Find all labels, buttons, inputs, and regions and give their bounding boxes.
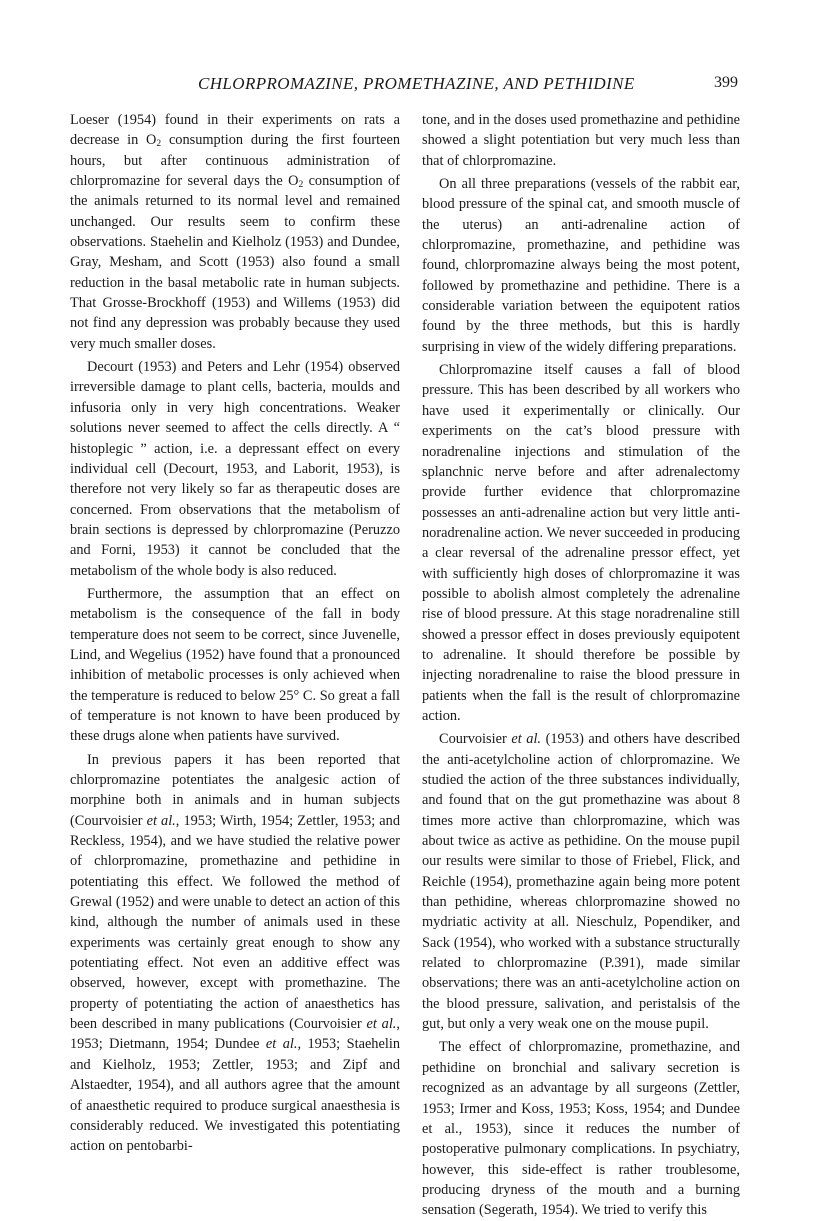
- page-number: 399: [714, 74, 738, 91]
- running-title: CHLORPROMAZINE, PROMETHAZINE, AND PETHIDINE: [198, 74, 635, 93]
- paragraph: tone, and in the doses used promethazine and pethidine showed a slight potentiation but very much less than that of chlorpromazine.: [422, 112, 740, 169]
- paragraph: In previous papers it has been reported that chlorpromazine potentiates the analgesic action of morphine both in animals and in human subjects (Courvoisier et al., 1953; Wirth, 1954; Zettler, 1953; and Reckless, 1954), and we have studied the relative power of chlorpromazine, promethazine and pethidine in potentiating this effect. We followed the method of Grewal (1952) and were unable to detect an action of this kind, although the number of animals used in these experiments was certainly great enough to show any potentiating effect. Not even an additive effect was observed, however, except with promethazine. The property of potentiating the action of anaesthetics has been described in many publications (Courvoisier et al., 1953; Dietmann, 1954; Dundee et al., 1953; Staehelin and Kielholz, 1953; Zettler, 1953; and Zipf and Alstaedter, 1954), and all authors agree that the amount of anaesthetic required to produce surgical anaesthesia is considerably reduced. We investigated this potentiating action on pentobarbi-: [70, 751, 401, 1155]
- right-column: [422, 110, 740, 1221]
- paragraph: The effect of chlorpromazine, promethazine, and pethidine on bronchial and salivary secretion is recognized as an advantage by all surgeons (Zettler, 1953; Irmer and Koss, 1953; Koss, 1954; and Dundee et al., 1953), since it reduces the number of postoperative pulmonary complications. In psychiatry, however, this side-effect is rather troublesome, producing dryness of the mouth and a burning sensation (Segerath, 1954). We tried to verify this: [422, 1039, 740, 1219]
- running-header: [70, 74, 738, 96]
- left-column: [70, 110, 400, 1157]
- paragraph: On all three preparations (vessels of the rabbit ear, blood pressure of the spinal cat, and smooth muscle of the uterus) an anti-adrenaline action of chlorpromazine, promethazine, and pethidine was found, chlorpromazine always being the most potent, followed by promethazine and pethidine. There is a considerable variation between the equipotent ratios found by the three methods, but this is hardly surprising in view of the widely differing preparations.: [422, 176, 740, 355]
- paragraph: Loeser (1954) found in their experiments on rats a decrease in $O_2$ consumption during the first fourteen hours, but after continuous administration of chlorpromazine for several days the $O_2$ consumption of the animals returned to its normal level and remained unchanged. Our results seem to confirm these observations. Staehelin and Kielholz (1953) and Dundee, Gray, Mesham, and Scott (1953) also found a small reduction in the basal metabolic rate in human subjects. That Grosse-Brockhoff (1953) and Willems (1953) did not find any depression was probably because they used very much smaller doses.: [70, 112, 401, 352]
- paragraph: Decourt (1953) and Peters and Lehr (1954) observed irreversible damage to plant cells, bacteria, moulds and infusoria only in very high concentrations. Weaker solutions never seemed to affect the cells directly. A “ histoplegic ” action, i.e. a depressant effect on every individual cell (Decourt, 1953, and Laborit, 1953), is therefore not very likely so far as therapeutic doses are concerned. From observations that the metabolism of brain sections is depressed by chlorpromazine (Peruzzo and Forni, 1953) it cannot be concluded that the metabolism of the whole body is also reduced.: [70, 359, 400, 579]
- paragraph: Courvoisier et al. (1953) and others have described the anti-acetylcholine action of chlorpromazine. We studied the action of the three substances individually, and found that on the gut promethazine was about 8 times more active than chlorpromazine, which was about twice as active as pethidine. On the mouse pupil our results were similar to those of Friebel, Flick, and Reichle (1954), promethazine again being more potent than pethidine, whereas chlorpromazine showed no mydriatic activity at all. Nieschulz, Popendiker, and Sack (1954), who worked with a substance structurally related to chlorpromazine (P.391), made similar observations; there was an anti-acetylcholine action on the blood pressure, salivation, and peristalsis of the gut, but only a very weak one on the mouse pupil.: [422, 731, 740, 1033]
- paragraph: Chlorpromazine itself causes a fall of blood pressure. This has been described by all workers who have used it experimentally or clinically. Our experiments on the cat’s blood pressure with noradrenaline injections and stimulation of the splanchnic nerve before and after adrenalectomy provide further evidence that chlorpromazine possesses an anti-adrenaline action but very little anti-noradrenaline action. We never succeeded in producing a clear reversal of the adrenaline pressor effect, yet with sufficiently high doses of chlorpromazine it was possible to abolish almost completely the adrenaline rise of blood pressure. At this stage noradrenaline still showed a pressor effect in doses previously equipotent to adrenaline. It should therefore be possible by injecting noradrenaline to raise the blood pressure in patients when the fall is the result of chlorpromazine action.: [422, 362, 740, 724]
- paragraph: Furthermore, the assumption that an effect on metabolism is the consequence of the fall in body temperature does not seem to be correct, since Juvenelle, Lind, and Wegelius (1952) have found that a pronounced inhibition of metabolic processes is only achieved when the temperature is reduced to below 25° C. So great a fall of temperature is not known to have been produced by these drugs alone when patients have survived.: [70, 585, 400, 745]
